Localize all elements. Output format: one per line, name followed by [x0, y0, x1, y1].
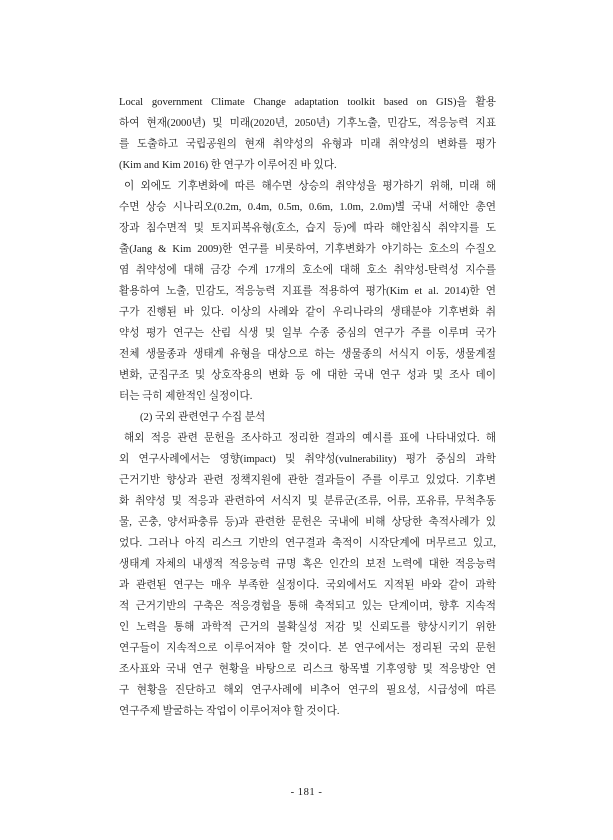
text-line: 이 외에도 기후변화에 따른 해수면 상승의 취약성을 평가하기 위해, 미래 해: [124, 181, 496, 192]
text-line: 연구들이 지속적으로 이루어져야 할 것이다. 본 연구에서는 정리된 국외 문헌: [119, 643, 496, 654]
text-line: 변화, 군집구조 및 상호작용의 변화 등 에 대한 국내 연구 성과 및 조사 데이: [119, 370, 496, 381]
text-line: 적 근거기반의 구축은 적응경험을 통해 축적되고 있는 단계이며, 향후 지속적: [119, 601, 496, 612]
text-line: 화 취약성 및 적응과 관련하여 서식지 및 분류군(조류, 어류, 포유류, 무척추동: [119, 496, 496, 507]
text-line: 해외 적응 관련 문헌을 조사하고 정리한 결과의 예시를 표에 나타내었다. 해: [124, 433, 496, 444]
paragraph-2: [119, 176, 496, 407]
text-line: 었다. 그러나 아직 리스크 기반의 연구결과 축적이 시작단계에 머무르고 있고,: [119, 538, 496, 549]
text-line: 근거기반 향상과 관련 정책지원에 관한 결과들이 주를 이루고 있었다. 기후변: [119, 475, 496, 486]
text-line: 활용하여 노출, 민감도, 적응능력 지표를 적용하여 평가(Kim et al. 2014)한 연: [119, 286, 496, 297]
text-line: (Kim and Kim 2016) 한 연구가 이루어진 바 있다.: [119, 160, 337, 171]
text-line: 물, 곤충, 양서파충류 등)과 관련한 문헌은 국내에 비해 상당한 축적사례가 있: [119, 517, 496, 528]
text-line: 출(Jang & Kim 2009)한 연구를 비롯하여, 기후변화가 야기하는 호소의 수질오: [119, 244, 496, 255]
text-line: 구 현황을 진단하고 해외 연구사례에 비추어 연구의 필요성, 시급성에 따른: [119, 685, 496, 696]
text-line: 조사표와 국내 연구 현황을 바탕으로 리스크 항목별 기후영향 및 적응방안 연: [119, 664, 496, 675]
text-line: 외 연구사례에서는 영향(impact) 및 취약성(vulnerability) 평가 중심의 과학: [119, 454, 496, 465]
text-line: Local government Climate Change adaptation toolkit based on GIS)을 활용: [119, 97, 496, 108]
page-number: - 181 -: [290, 787, 323, 798]
paragraph-1: [119, 92, 496, 176]
paragraph-3: [119, 428, 496, 722]
text-line: 과 관련된 연구는 매우 부족한 실정이다. 국외에서도 지적된 바와 같이 과학: [119, 580, 496, 591]
text-line: 인 노력을 통해 과학적 근거의 불확실성 저감 및 신뢰도를 향상시키기 위한: [119, 622, 496, 633]
text-line: 장과 침수면적 및 토지피복유형(호소, 습지 등)에 따라 해안침식 취약지를 도: [119, 223, 496, 234]
text-line: 연구주제 발굴하는 작업이 이루어져야 할 것이다.: [119, 706, 340, 717]
section-heading: (2) 국외 관련연구 수집 분석: [140, 412, 266, 423]
text-line: 터는 극히 제한적인 실정이다.: [119, 391, 253, 402]
body-text: [119, 92, 496, 722]
text-line: 수면 상승 시나리오(0.2m, 0.4m, 0.5m, 0.6m, 1.0m, 2.0m)별 국내 서해안 총연: [119, 202, 496, 213]
text-line: 전체 생물종과 생태계 유형을 대상으로 하는 생물종의 서식지 이동, 생물계절: [119, 349, 496, 360]
text-line: 하여 현재(2000년) 및 미래(2020년, 2050년) 기후노출, 민감도, 적응능력 지표: [119, 118, 496, 129]
text-line: 염 취약성에 대해 금강 수계 17개의 호소에 대해 호소 취약성-탄력성 지수를: [119, 265, 496, 276]
text-line: 생태계 자체의 내생적 적응능력 규명 혹은 인간의 보전 노력에 대한 적응능력: [119, 559, 496, 570]
text-line: 구가 진행된 바 있다. 이상의 사례와 같이 우리나라의 생태분야 기후변화 취: [119, 307, 496, 318]
text-line: 를 도출하고 국립공원의 현재 취약성의 유형과 미래 취약성의 변화를 평가: [119, 139, 496, 150]
text-line: 약성 평가 연구는 산림 식생 및 일부 수종 중심의 연구가 주를 이루며 국가: [119, 328, 496, 339]
